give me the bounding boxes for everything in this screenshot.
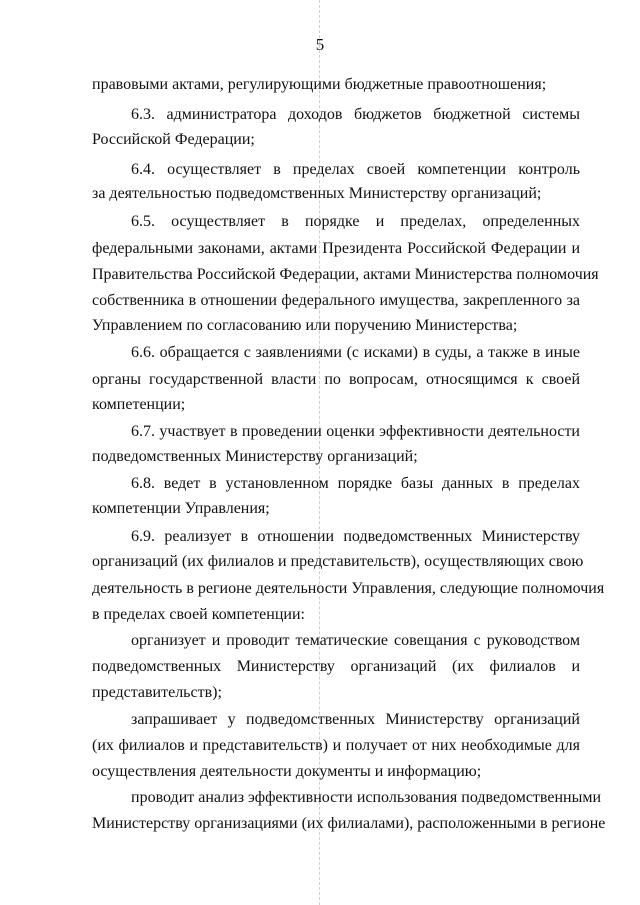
- text-line: компетенции;: [92, 396, 186, 413]
- text-line: представительств);: [92, 684, 222, 701]
- text-line: за деятельностью подведомственных Министерству организаций;: [92, 185, 542, 202]
- text-line: 6.5. осуществляет в порядке и пределах, определенных: [131, 213, 580, 230]
- text-line: 6.8. ведет в установленном порядке базы данных в пределах: [131, 475, 580, 492]
- text-line: компетенции Управления;: [92, 500, 270, 517]
- text-line: Российской Федерации;: [92, 131, 255, 148]
- text-line: федеральными законами, актами Президента Российской Федерации и: [92, 240, 580, 257]
- text-line: организаций (их филиалов и представительств), осуществляющих свою: [92, 553, 584, 570]
- text-line: 6.4. осуществляет в пределах своей компетенции контроль: [131, 161, 580, 178]
- text-line: деятельность в регионе деятельности Управления, следующие полномочия: [92, 580, 605, 597]
- text-line: (их филиалов и представительств) и получает от них необходимые для: [92, 737, 580, 754]
- text-line: проводит анализ эффективности использования подведомственными: [131, 789, 602, 806]
- text-line: 6.6. обращается с заявлениями (с исками) в суды, а также в иные: [131, 344, 580, 361]
- text-line: запрашивает у подведомственных Министерству организаций: [131, 711, 580, 728]
- text-line: Министерству организациями (их филиалами), расположенными в регионе: [92, 815, 606, 832]
- text-line: подведомственных Министерству организаций;: [92, 448, 418, 465]
- page-number: 5: [315, 35, 325, 54]
- text-line: организует и проводит тематические совещания с руководством: [131, 632, 580, 649]
- text-line: осуществления деятельности документы и информацию;: [92, 763, 482, 780]
- text-line: в пределах своей компетенции:: [92, 606, 305, 623]
- text-line: 6.3. администратора доходов бюджетов бюджетной системы: [131, 106, 580, 123]
- text-line: 6.7. участвует в проведении оценки эффективности деятельности: [131, 423, 580, 440]
- text-line: 6.9. реализует в отношении подведомственных Министерству: [131, 528, 580, 545]
- text-line: Управлением по согласованию или поручению Министерства;: [92, 317, 518, 334]
- text-line: органы государственной власти по вопросам, относящимся к своей: [92, 371, 580, 388]
- text-line: правовыми актами, регулирующими бюджетные правоотношения;: [92, 76, 547, 93]
- text-line: Правительства Российской Федерации, актами Министерства полномочия: [92, 266, 599, 283]
- text-line: подведомственных Министерству организаций (их филиалов и: [92, 658, 580, 675]
- text-line: собственника в отношении федерального имущества, закрепленного за: [92, 292, 580, 309]
